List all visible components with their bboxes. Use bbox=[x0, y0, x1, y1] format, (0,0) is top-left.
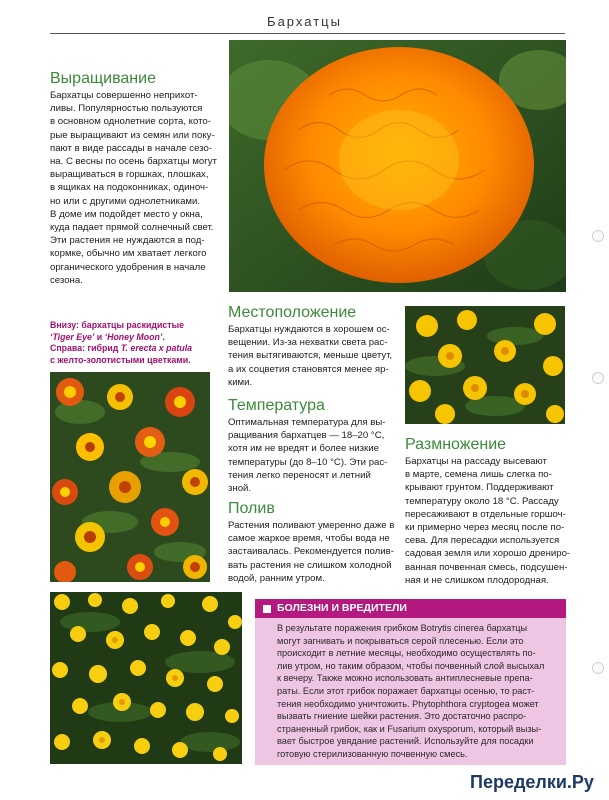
watermark: Переделки.Ру bbox=[470, 772, 594, 792]
propagation-text: Бархатцы на рассаду высевают в марте, семена лишь слегка по- крывают грунтом. Поддерживают температуру около 18 °С. Рассаду пересаживают в отдельные горшоч- ки примерно через месяц после по- сева. Для пересадки используется садовая земля или хорошо дрениро- ванная почвенная смесь, подсушен- ная и не слишком плодородная. bbox=[405, 456, 571, 586]
propagation-heading: Размножение bbox=[405, 436, 507, 453]
marigold-photo-large bbox=[229, 40, 566, 292]
location-section bbox=[228, 304, 396, 389]
temperature-heading: Температура bbox=[228, 397, 325, 414]
diseases-panel bbox=[255, 599, 566, 765]
header-divider bbox=[50, 33, 565, 34]
page-title: Бархатцы bbox=[267, 14, 342, 29]
diseases-heading: БОЛЕЗНИ И ВРЕДИТЕЛИ bbox=[277, 602, 407, 614]
binder-hole-icon bbox=[592, 230, 604, 242]
marigold-photo-tiger-eye bbox=[50, 372, 210, 582]
watering-text: Растения поливают умеренно даже в самое жаркое время, чтобы вода не застаивалась. Рекомендуется полив- вать растения не слишком холодной водой, ранним утром. bbox=[228, 520, 395, 584]
temperature-text: Оптимальная температура для вы- ращивания бархатцев — 18–20 °С, хотя им не вредят и более низкие температуры (до 8–10 °С). Эти рас- тения легко переносят и летний зной. bbox=[228, 417, 388, 495]
temperature-section bbox=[228, 397, 396, 495]
marigold-photo-field bbox=[50, 592, 242, 764]
propagation-section bbox=[405, 436, 573, 587]
binder-hole-icon bbox=[592, 662, 604, 674]
cultivation-heading: Выращивание bbox=[50, 70, 156, 87]
square-icon bbox=[263, 605, 271, 613]
watering-heading: Полив bbox=[228, 500, 275, 517]
binder-hole-icon bbox=[592, 372, 604, 384]
diseases-panel-header bbox=[255, 599, 566, 618]
diseases-text: В результате поражения грибком Botrytis cinerea бархатцы могут загнивать и покрываться серой плесенью. Если это происходит в летние месяцы, необходимо осуществлять по- лив утром, но таким образом, чтобы почвенный слой высыхал к вечеру. Также можно использовать антиплесневые препа- раты. Если этот грибок поражает бархатцы осенью, то раст- тения необходимо уничтожить. Phytophthora cryptogea может вызвать гниение шейки растения. Это достаточно распро- страненный грибок, как и Fusarium oxysporum, который вызы- вает быстрое увядание растений. Используйте для посадки готовую стерилизованную почвенную смесь. bbox=[277, 623, 545, 759]
marigold-photo-hybrid bbox=[405, 306, 565, 424]
cultivation-section bbox=[50, 70, 228, 287]
watering-section bbox=[228, 500, 396, 585]
location-heading: Местоположение bbox=[228, 304, 357, 321]
photo-caption: Внизу: бархатцы раскидистые ‘Tiger Eye’ и ‘Honey Moon’. Справа: гибрид T. erecta x patula с желто-золотистыми цветками. bbox=[50, 320, 193, 365]
cultivation-text: Бархатцы совершенно неприхот- ливы. Популярностью пользуются в основном однолетние сорта, кото- рые выращивают из семян или поку- пают в виде рассады в начале сезо- на. С весны по осень бархатцы могут выращиваться в горшках, плошках, в ящиках на подоконниках, одиноч- но или с другими однолетниками. В доме им подойдет место у окна, куда падает прямой солнечный свет. Эти растения не нуждаются в под- кормке, обычно им хватает легкого органического удобрения в начале сезона. bbox=[50, 90, 217, 286]
location-text: Бархатцы нуждаются в хорошем ос- вещении. Из-за нехватки света рас- тения вытягиваются, меньше цветут, а их соцветия становятся менее яр- кими. bbox=[228, 324, 393, 388]
